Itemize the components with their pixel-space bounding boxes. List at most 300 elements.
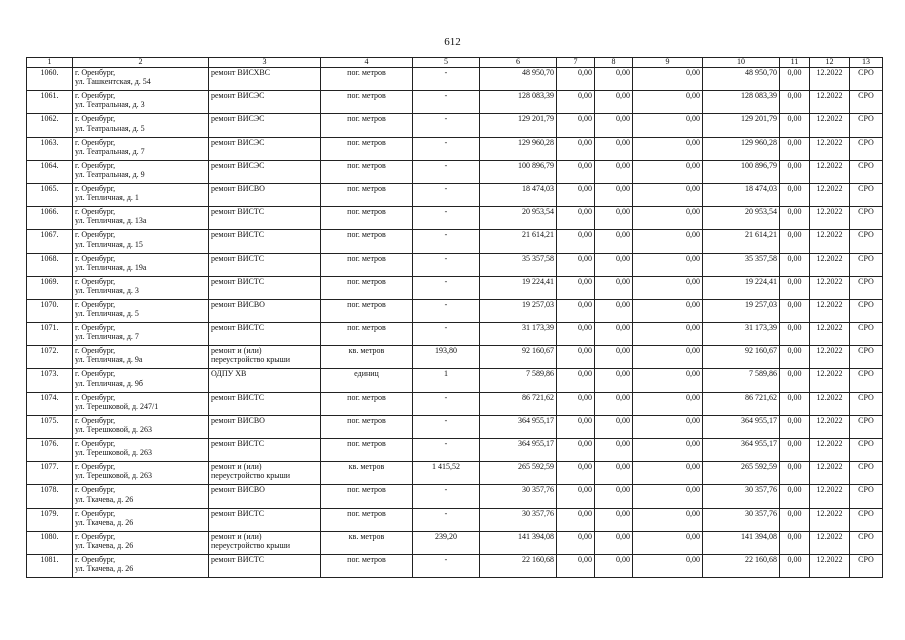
unit-text: кв. метров: [348, 531, 385, 541]
work-type-text: ремонт ВИСВО: [211, 415, 265, 425]
col-7-value-text: 0,00: [578, 554, 592, 564]
quantity-cell: [413, 485, 480, 508]
row-number-cell: [27, 160, 73, 183]
row-number-text: 1062.: [40, 114, 59, 124]
total-cost-cell: [480, 299, 557, 322]
quantity-cell: [413, 114, 480, 137]
unit-text: пог. метров: [347, 485, 386, 495]
col-7-value-text: 0,00: [578, 415, 592, 425]
completion-date-text: 12.2022: [816, 68, 843, 77]
col-9-value-text: 0,00: [686, 68, 700, 77]
col-9-value-text: 0,00: [686, 415, 700, 425]
row-number-text: 1069.: [40, 276, 59, 286]
unit-text: кв. метров: [348, 462, 385, 472]
funding-source-text: СРО: [858, 554, 874, 564]
address-cell: [73, 276, 209, 299]
quantity-text: -: [444, 183, 448, 193]
total-cost-text: 30 357,76: [522, 485, 554, 495]
table-row: [27, 439, 883, 462]
col-7-value-cell: [557, 531, 595, 554]
work-type-cell: [209, 462, 321, 485]
col-10-value-text: 129 201,79: [741, 114, 777, 124]
quantity-cell: [413, 508, 480, 531]
col-10-value-cell: [703, 91, 780, 114]
total-cost-text: 30 357,76: [522, 508, 554, 518]
col-8-value-text: 0,00: [616, 508, 630, 518]
row-number-cell: [27, 253, 73, 276]
col-10-value-text: 22 160,68: [745, 554, 777, 564]
address-text: г. Оренбург,: [75, 137, 116, 147]
address-text: ул. Театральная, д. 3: [75, 100, 145, 110]
work-type-text: ремонт ВИСЭС: [211, 114, 265, 124]
table-body: [27, 68, 883, 578]
address-text: ул. Театральная, д. 5: [75, 123, 145, 133]
unit-cell: [321, 160, 413, 183]
col-9-value-cell: [633, 369, 703, 392]
table-row: [27, 531, 883, 554]
col-8-value-text: 0,00: [616, 369, 630, 379]
address-cell: [73, 68, 209, 91]
total-cost-cell: [480, 68, 557, 91]
quantity-cell: [413, 137, 480, 160]
col-10-value-text: 129 960,28: [741, 137, 777, 147]
quantity-text: -: [444, 554, 448, 564]
unit-cell: [321, 114, 413, 137]
row-number-cell: [27, 207, 73, 230]
row-number-text: 1071.: [40, 323, 59, 333]
work-type-text: ремонт ВИСХВС: [211, 68, 271, 77]
work-type-cell: [209, 392, 321, 415]
address-text: ул. Тепличная, д. 19а: [75, 262, 147, 272]
col-10-value-text: 18 474,03: [745, 183, 777, 193]
unit-text: пог. метров: [347, 415, 386, 425]
work-type-text: переустройство крыши: [211, 355, 291, 365]
col-7-value-text: 0,00: [578, 346, 592, 356]
col-11-value-text: 0,00: [787, 230, 802, 240]
work-type-cell: [209, 439, 321, 462]
col-7-value-text: 0,00: [578, 160, 592, 170]
address-cell: [73, 485, 209, 508]
col-10-value-cell: [703, 392, 780, 415]
completion-date-cell: [810, 68, 850, 91]
address-text: ул. Ткачева, д. 26: [75, 517, 134, 527]
row-number-text: 1078.: [40, 485, 59, 495]
quantity-cell: [413, 415, 480, 438]
col-8-value-cell: [595, 346, 633, 369]
row-number-cell: [27, 323, 73, 346]
work-type-text: ремонт и (или): [211, 346, 262, 356]
col-11-value-text: 0,00: [787, 323, 802, 333]
funding-source-cell: [850, 415, 883, 438]
col-8-value-text: 0,00: [616, 137, 630, 147]
row-number-cell: [27, 439, 73, 462]
unit-text: пог. метров: [347, 114, 386, 124]
quantity-text: 239,20: [435, 531, 457, 541]
col-11-value-text: 0,00: [787, 183, 802, 193]
funding-source-cell: [850, 323, 883, 346]
completion-date-cell: [810, 392, 850, 415]
col-9-value-text: 0,00: [686, 253, 700, 263]
col-9-value-cell: [633, 439, 703, 462]
total-cost-text: 364 955,17: [518, 439, 554, 448]
col-8-value-cell: [595, 91, 633, 114]
funding-source-text: СРО: [858, 462, 874, 472]
row-number-cell: [27, 346, 73, 369]
address-cell: [73, 531, 209, 554]
completion-date-text: 12.2022: [816, 183, 843, 193]
row-number-text: 1067.: [40, 230, 59, 240]
col-8-value-text: 0,00: [616, 392, 630, 402]
work-type-cell: [209, 68, 321, 91]
work-type-text: ремонт ВИСТС: [211, 253, 265, 263]
funding-source-cell: [850, 554, 883, 577]
quantity-text: -: [444, 439, 448, 448]
completion-date-cell: [810, 323, 850, 346]
address-text: г. Оренбург,: [75, 91, 116, 101]
total-cost-text: 22 160,68: [522, 554, 554, 564]
col-10-value-text: 31 173,39: [745, 323, 777, 333]
col-10-value-cell: [703, 68, 780, 91]
funding-source-cell: [850, 68, 883, 91]
funding-source-text: СРО: [858, 531, 874, 541]
completion-date-cell: [810, 485, 850, 508]
completion-date-cell: [810, 91, 850, 114]
address-text: г. Оренбург,: [75, 462, 116, 472]
unit-cell: [321, 462, 413, 485]
col-7-value-cell: [557, 276, 595, 299]
col-10-value-text: 128 083,39: [741, 91, 777, 101]
quantity-cell: [413, 554, 480, 577]
quantity-cell: [413, 207, 480, 230]
quantity-cell: [413, 183, 480, 206]
col-11-value-cell: [780, 346, 810, 369]
col-7-value-text: 0,00: [578, 276, 592, 286]
row-number-text: 1074.: [40, 392, 59, 402]
total-cost-cell: [480, 439, 557, 462]
col-11-value-cell: [780, 276, 810, 299]
address-text: г. Оренбург,: [75, 415, 116, 425]
total-cost-cell: [480, 392, 557, 415]
col-11-value-cell: [780, 369, 810, 392]
row-number-cell: [27, 485, 73, 508]
total-cost-cell: [480, 323, 557, 346]
col-11-value-text: 0,00: [787, 369, 802, 379]
completion-date-cell: [810, 299, 850, 322]
col-10-value-cell: [703, 508, 780, 531]
address-text: г. Оренбург,: [75, 276, 116, 286]
row-number-cell: [27, 369, 73, 392]
col-10-value-cell: [703, 207, 780, 230]
completion-date-text: 12.2022: [816, 299, 843, 309]
funding-source-cell: [850, 114, 883, 137]
table-row: [27, 485, 883, 508]
quantity-text: -: [444, 323, 448, 333]
row-number-cell: [27, 91, 73, 114]
col-8-value-cell: [595, 415, 633, 438]
address-text: ул. Терешковой, д. 247/1: [75, 401, 159, 411]
address-cell: [73, 508, 209, 531]
col-8-value-cell: [595, 462, 633, 485]
address-text: г. Оренбург,: [75, 323, 116, 333]
completion-date-cell: [810, 207, 850, 230]
col-7-value-cell: [557, 369, 595, 392]
unit-cell: [321, 346, 413, 369]
address-text: г. Оренбург,: [75, 160, 116, 170]
col-9-value-cell: [633, 554, 703, 577]
table-row: [27, 91, 883, 114]
work-type-cell: [209, 137, 321, 160]
unit-text: пог. метров: [347, 392, 386, 402]
quantity-cell: [413, 392, 480, 415]
address-text: ул. Тепличная, д. 9б: [75, 378, 144, 388]
address-text: ул. Терешковой, д. 263: [75, 471, 153, 481]
col-9-value-text: 0,00: [686, 392, 700, 402]
unit-text: пог. метров: [347, 508, 386, 518]
row-number-text: 1076.: [40, 439, 59, 448]
col-9-value-cell: [633, 160, 703, 183]
funding-source-text: СРО: [858, 207, 874, 217]
col-7-value-text: 0,00: [578, 183, 592, 193]
col-8-value-text: 0,00: [616, 554, 630, 564]
address-text: г. Оренбург,: [75, 68, 116, 77]
funding-source-text: СРО: [858, 439, 874, 448]
completion-date-text: 12.2022: [816, 508, 843, 518]
work-type-cell: [209, 276, 321, 299]
quantity-cell: [413, 531, 480, 554]
work-type-cell: [209, 531, 321, 554]
table-row: [27, 276, 883, 299]
completion-date-cell: [810, 160, 850, 183]
col-11-value-cell: [780, 531, 810, 554]
table-header: [27, 58, 883, 68]
col-7-value-text: 0,00: [578, 207, 592, 217]
col-9-value-text: 0,00: [686, 323, 700, 333]
address-cell: [73, 230, 209, 253]
work-type-text: ремонт ВИСТС: [211, 276, 265, 286]
column-header-12: 12: [810, 58, 850, 68]
completion-date-cell: [810, 462, 850, 485]
col-8-value-cell: [595, 137, 633, 160]
total-cost-cell: [480, 485, 557, 508]
total-cost-text: 7 589,86: [526, 369, 554, 379]
unit-text: пог. метров: [347, 91, 386, 101]
page-number: 612: [444, 36, 461, 48]
col-9-value-cell: [633, 114, 703, 137]
col-11-value-text: 0,00: [787, 91, 802, 101]
table-row: [27, 369, 883, 392]
row-number-cell: [27, 183, 73, 206]
col-11-value-text: 0,00: [787, 485, 802, 495]
col-7-value-text: 0,00: [578, 68, 592, 77]
col-10-value-text: 7 589,86: [749, 369, 777, 379]
funding-source-cell: [850, 346, 883, 369]
header-row: [27, 58, 883, 68]
column-header-3: 3: [209, 58, 321, 68]
row-number-text: 1063.: [40, 137, 59, 147]
address-text: г. Оренбург,: [75, 485, 116, 495]
col-10-value-cell: [703, 346, 780, 369]
completion-date-text: 12.2022: [816, 346, 843, 356]
col-11-value-cell: [780, 485, 810, 508]
col-7-value-text: 0,00: [578, 508, 592, 518]
col-8-value-cell: [595, 276, 633, 299]
quantity-text: -: [444, 160, 448, 170]
unit-text: пог. метров: [347, 68, 386, 77]
total-cost-text: 364 955,17: [518, 415, 554, 425]
completion-date-cell: [810, 253, 850, 276]
col-7-value-text: 0,00: [578, 462, 592, 472]
unit-text: пог. метров: [347, 253, 386, 263]
completion-date-text: 12.2022: [816, 114, 843, 124]
address-cell: [73, 346, 209, 369]
col-11-value-text: 0,00: [787, 114, 802, 124]
col-7-value-cell: [557, 207, 595, 230]
funding-source-cell: [850, 439, 883, 462]
col-8-value-text: 0,00: [616, 114, 630, 124]
col-7-value-cell: [557, 392, 595, 415]
column-header-8: 8: [595, 58, 633, 68]
col-8-value-cell: [595, 160, 633, 183]
col-11-value-cell: [780, 230, 810, 253]
address-text: г. Оренбург,: [75, 230, 116, 240]
col-10-value-cell: [703, 253, 780, 276]
table-row: [27, 183, 883, 206]
col-8-value-text: 0,00: [616, 462, 630, 472]
col-11-value-text: 0,00: [787, 207, 802, 217]
col-11-value-text: 0,00: [787, 137, 802, 147]
col-11-value-text: 0,00: [787, 462, 802, 472]
work-type-text: ремонт ВИСЭС: [211, 137, 265, 147]
col-10-value-text: 48 950,70: [745, 68, 777, 77]
col-9-value-text: 0,00: [686, 230, 700, 240]
completion-date-cell: [810, 439, 850, 462]
col-7-value-cell: [557, 415, 595, 438]
unit-text: пог. метров: [347, 230, 386, 240]
completion-date-text: 12.2022: [816, 531, 843, 541]
funding-source-cell: [850, 230, 883, 253]
completion-date-cell: [810, 230, 850, 253]
row-number-cell: [27, 276, 73, 299]
col-11-value-text: 0,00: [787, 68, 802, 77]
col-8-value-text: 0,00: [616, 253, 630, 263]
address-text: г. Оренбург,: [75, 183, 116, 193]
completion-date-cell: [810, 415, 850, 438]
col-10-value-cell: [703, 369, 780, 392]
row-number-cell: [27, 508, 73, 531]
total-cost-text: 48 950,70: [522, 68, 554, 77]
col-7-value-cell: [557, 462, 595, 485]
column-header-9: 9: [633, 58, 703, 68]
unit-cell: [321, 207, 413, 230]
col-7-value-cell: [557, 508, 595, 531]
address-text: ул. Ткачева, д. 26: [75, 564, 134, 574]
col-11-value-cell: [780, 508, 810, 531]
work-type-cell: [209, 415, 321, 438]
row-number-text: 1060.: [40, 68, 59, 77]
work-type-text: ремонт ВИСВО: [211, 485, 265, 495]
col-7-value-text: 0,00: [578, 439, 592, 448]
quantity-text: 1: [444, 369, 448, 379]
col-7-value-cell: [557, 299, 595, 322]
funding-source-text: СРО: [858, 346, 874, 356]
col-9-value-cell: [633, 531, 703, 554]
funding-source-text: СРО: [858, 323, 874, 333]
address-text: г. Оренбург,: [75, 439, 116, 448]
total-cost-text: 35 357,58: [522, 253, 554, 263]
col-7-value-text: 0,00: [578, 323, 592, 333]
col-8-value-cell: [595, 230, 633, 253]
address-text: г. Оренбург,: [75, 253, 116, 263]
col-9-value-cell: [633, 485, 703, 508]
work-type-text: ремонт ВИСТС: [211, 392, 265, 402]
completion-date-cell: [810, 554, 850, 577]
col-8-value-cell: [595, 299, 633, 322]
row-number-text: 1075.: [40, 415, 59, 425]
address-cell: [73, 554, 209, 577]
col-8-value-cell: [595, 531, 633, 554]
col-10-value-cell: [703, 462, 780, 485]
column-header-13: 13: [850, 58, 883, 68]
col-10-value-text: 364 955,17: [741, 415, 777, 425]
total-cost-cell: [480, 415, 557, 438]
work-type-text: ОДПУ ХВ: [211, 369, 247, 379]
col-7-value-text: 0,00: [578, 299, 592, 309]
col-8-value-cell: [595, 183, 633, 206]
col-11-value-cell: [780, 91, 810, 114]
address-text: г. Оренбург,: [75, 346, 116, 356]
completion-date-text: 12.2022: [816, 369, 843, 379]
col-10-value-text: 364 955,17: [741, 439, 777, 448]
completion-date-cell: [810, 531, 850, 554]
address-text: ул. Тепличная, д. 7: [75, 332, 139, 342]
col-7-value-text: 0,00: [578, 369, 592, 379]
quantity-text: 193,80: [435, 346, 457, 356]
row-number-text: 1072.: [40, 346, 59, 356]
table-row: [27, 207, 883, 230]
unit-text: пог. метров: [347, 160, 386, 170]
work-type-cell: [209, 323, 321, 346]
quantity-cell: [413, 299, 480, 322]
table-row: [27, 392, 883, 415]
row-number-cell: [27, 531, 73, 554]
address-cell: [73, 137, 209, 160]
col-11-value-cell: [780, 462, 810, 485]
col-11-value-text: 0,00: [787, 415, 802, 425]
col-7-value-cell: [557, 253, 595, 276]
total-cost-text: 19 224,41: [522, 276, 554, 286]
col-11-value-text: 0,00: [787, 392, 802, 402]
completion-date-cell: [810, 183, 850, 206]
quantity-text: -: [444, 508, 448, 518]
unit-cell: [321, 392, 413, 415]
address-text: ул. Театральная, д. 9: [75, 169, 145, 179]
unit-cell: [321, 508, 413, 531]
col-7-value-cell: [557, 137, 595, 160]
col-8-value-cell: [595, 114, 633, 137]
column-header-6: 6: [480, 58, 557, 68]
col-11-value-text: 0,00: [787, 276, 802, 286]
col-10-value-text: 92 160,67: [745, 346, 777, 356]
quantity-text: -: [444, 392, 448, 402]
col-10-value-cell: [703, 323, 780, 346]
col-7-value-text: 0,00: [578, 253, 592, 263]
table-row: [27, 160, 883, 183]
work-type-text: ремонт ВИСЭС: [211, 91, 265, 101]
col-11-value-text: 0,00: [787, 253, 802, 263]
works-table: [26, 57, 883, 578]
funding-source-cell: [850, 531, 883, 554]
funding-source-cell: [850, 253, 883, 276]
